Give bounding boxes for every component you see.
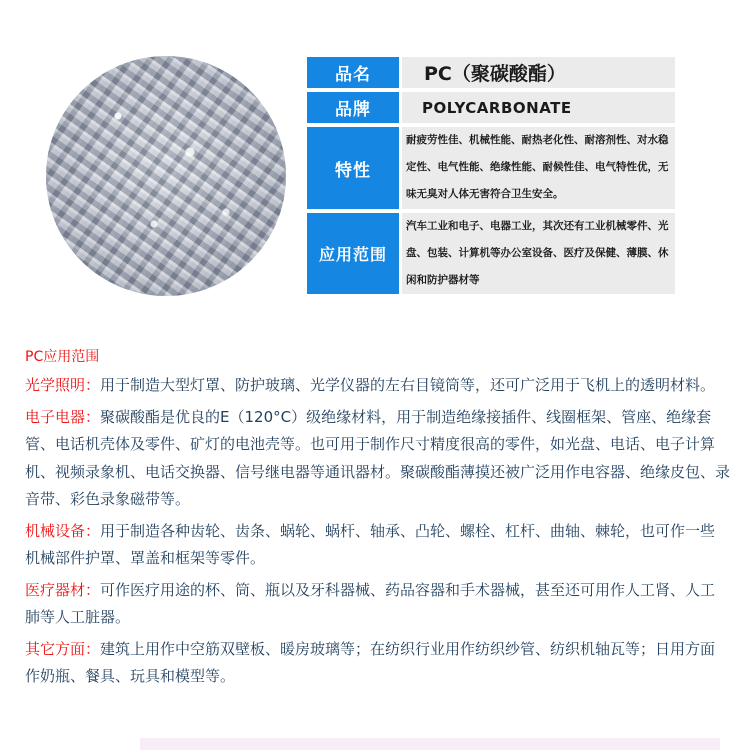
- application-key: 电子电器：: [25, 407, 101, 426]
- application-key: 机械设备：: [25, 521, 101, 540]
- application-text: 聚碳酸酯是优良的E（120°C）级绝缘材料，用于制造绝缘接插件、线圈框架、管座、绝缘套管、电话机壳体及零件、矿灯的电池壳等。也可用于制作尺寸精度很高的零件，如光盘、电话、电子计算机、视频录象机、电话交换器、信号继电器等通讯器材。聚碳酸酯薄摸还被广泛用作电容器、绝缘皮包、录音带、彩色录象磁带等。: [25, 407, 731, 508]
- spec-label: 品牌: [307, 92, 399, 123]
- spec-value: 汽车工业和电子、电器工业，其次还有工业机械零件、光盘、包装、计算机等办公室设备、医疗及保健、薄膜、休闲和防护器材等: [402, 213, 675, 294]
- spec-value: 耐疲劳性佳、机械性能、耐热老化性、耐溶剂性、对水稳定性、电气性能、绝缘性能、耐候性佳、电气特性优，无味无臭对人体无害符合卫生安全。: [402, 127, 675, 209]
- footer-strip: [140, 738, 720, 750]
- application-key: 其它方面：: [25, 639, 101, 658]
- application-item: [25, 636, 730, 691]
- application-text: 建筑上用作中空筋双壁板、暖房玻璃等；在纺织行业用作纺织纱管、纺织机轴瓦等；日用方面作奶瓶、餐具、玩具和模型等。: [25, 639, 716, 685]
- spec-row-name: [307, 57, 675, 88]
- application-key: 光学照明：: [25, 376, 101, 394]
- spec-label: 特性: [307, 127, 399, 209]
- application-item: [25, 372, 730, 400]
- application-text: 用于制造大型灯罩、防护玻璃、光学仪器的左右目镜筒等，还可广泛用于飞机上的透明材料。: [100, 376, 716, 394]
- spec-label: 品名: [307, 57, 399, 88]
- spec-row-properties: [307, 127, 675, 209]
- applications-heading: PC应用范围: [25, 349, 100, 365]
- application-item: [25, 518, 730, 573]
- applications-section: [25, 346, 730, 695]
- application-item: [25, 404, 730, 514]
- application-key: 医疗器材：: [25, 580, 101, 599]
- spec-table: [307, 57, 675, 298]
- pc-pellets-photo: [46, 56, 286, 296]
- spec-row-brand: [307, 92, 675, 123]
- spec-row-applications: [307, 213, 675, 294]
- spec-label: 应用范围: [307, 213, 399, 294]
- spec-value: POLYCARBONATE: [402, 92, 675, 123]
- application-text: 可作医疗用途的杯、筒、瓶以及牙科器械、药品容器和手术器械，甚至还可用作人工肾、人工肺等人工脏器。: [25, 580, 716, 626]
- application-text: 用于制造各种齿轮、齿条、蜗轮、蜗杆、轴承、凸轮、螺栓、杠杆、曲轴、棘轮，也可作一些机械部件护罩、罩盖和框架等零件。: [25, 521, 716, 567]
- spec-value: PC（聚碳酸酯）: [402, 57, 675, 88]
- application-item: [25, 577, 730, 632]
